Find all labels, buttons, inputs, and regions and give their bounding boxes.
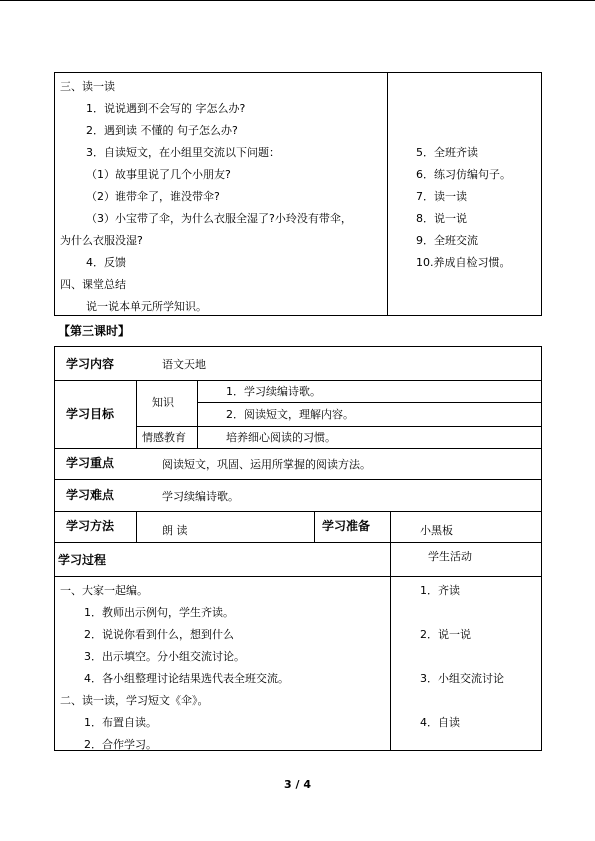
activity-header: 学生活动 bbox=[428, 550, 472, 563]
left-line: 说一说本单元所学知识。 bbox=[86, 300, 207, 313]
row-rule bbox=[54, 448, 542, 449]
knowledge-item: 1．学习续编诗歌。 bbox=[226, 385, 321, 398]
activity-item: 3．小组交流讨论 bbox=[420, 672, 504, 685]
lesson-plan-table bbox=[54, 346, 542, 751]
key-value: 阅读短文，巩固、运用所掌握的阅读方法。 bbox=[162, 458, 371, 471]
knowledge-item: 2．阅读短文，理解内容。 bbox=[226, 408, 354, 421]
left-line: 1．说说遇到不会写的 字怎么办? bbox=[86, 102, 246, 115]
left-line: （1）故事里说了几个小朋友? bbox=[86, 168, 231, 181]
activity-item: 2．说一说 bbox=[420, 628, 471, 641]
process-line: 2．说说你看到什么，想到什么 bbox=[84, 628, 234, 641]
left-line: 2．遇到读 不懂的 句子怎么办? bbox=[86, 124, 238, 137]
col-rule bbox=[390, 511, 391, 751]
activity-line: 5．全班齐读 bbox=[416, 146, 478, 159]
process-line: 3．出示填空。分小组交流讨论。 bbox=[84, 650, 245, 663]
difficulty-label: 学习难点 bbox=[66, 488, 115, 502]
section-heading-summary: 四、课堂总结 bbox=[60, 278, 126, 291]
lesson-heading: 【第三课时】 bbox=[58, 324, 131, 338]
emotion-value: 培养细心阅读的习惯。 bbox=[226, 431, 336, 444]
row-rule bbox=[54, 380, 542, 381]
goal-label: 学习目标 bbox=[66, 407, 115, 421]
difficulty-value: 学习续编诗歌。 bbox=[162, 490, 239, 503]
col-rule bbox=[314, 511, 315, 542]
process-heading: 一、大家一起编。 bbox=[60, 584, 148, 597]
activity-item: 1．齐读 bbox=[420, 584, 460, 597]
row-rule bbox=[54, 511, 542, 512]
process-line: 2．合作学习。 bbox=[84, 738, 157, 751]
left-line: （2）谁带伞了，谁没带伞? bbox=[86, 190, 220, 203]
process-line: 1．布置自读。 bbox=[84, 716, 157, 729]
process-line: 4．各小组整理讨论结果选代表全班交流。 bbox=[84, 672, 289, 685]
activity-line: 9．全班交流 bbox=[416, 234, 478, 247]
column-divider bbox=[387, 73, 388, 315]
col-rule bbox=[136, 380, 137, 448]
activity-item: 4．自读 bbox=[420, 716, 460, 729]
emotion-label: 情感教育 bbox=[142, 431, 186, 444]
content-label: 学习内容 bbox=[66, 357, 115, 371]
col-rule bbox=[136, 511, 137, 542]
row-rule bbox=[54, 576, 542, 577]
process-heading: 二、读一读，学习短文《伞》。 bbox=[60, 694, 209, 707]
prep-label: 学习准备 bbox=[322, 519, 371, 533]
left-line: 为什么衣服没湿? bbox=[60, 234, 143, 247]
page-number: 3 / 4 bbox=[284, 778, 311, 791]
row-rule bbox=[54, 542, 542, 543]
section-heading-read: 三、读一读 bbox=[60, 80, 115, 93]
row-rule bbox=[54, 479, 542, 480]
row-rule bbox=[197, 402, 542, 403]
key-label: 学习重点 bbox=[66, 456, 115, 470]
prep-value: 小黑板 bbox=[420, 524, 453, 537]
left-line: 3．自读短文，在小组里交流以下问题： bbox=[86, 146, 280, 159]
content-value: 语文天地 bbox=[162, 358, 206, 371]
method-label: 学习方法 bbox=[66, 519, 115, 533]
knowledge-label: 知识 bbox=[152, 396, 174, 409]
page-top-rule bbox=[0, 0, 595, 1]
left-line: 4．反馈 bbox=[86, 256, 126, 269]
col-rule bbox=[197, 380, 198, 448]
activity-line: 10.养成自检习惯。 bbox=[416, 256, 511, 269]
left-line: （3）小宝带了伞，为什么衣服全湿了?小玲没有带伞， bbox=[86, 212, 352, 225]
activity-line: 8．说一说 bbox=[416, 212, 467, 225]
process-label: 学习过程 bbox=[58, 553, 107, 567]
activity-line: 6．练习仿编句子。 bbox=[416, 168, 511, 181]
method-value: 朗 读 bbox=[162, 524, 188, 537]
activity-line: 7．读一读 bbox=[416, 190, 467, 203]
process-line: 1．教师出示例句，学生齐读。 bbox=[84, 606, 234, 619]
